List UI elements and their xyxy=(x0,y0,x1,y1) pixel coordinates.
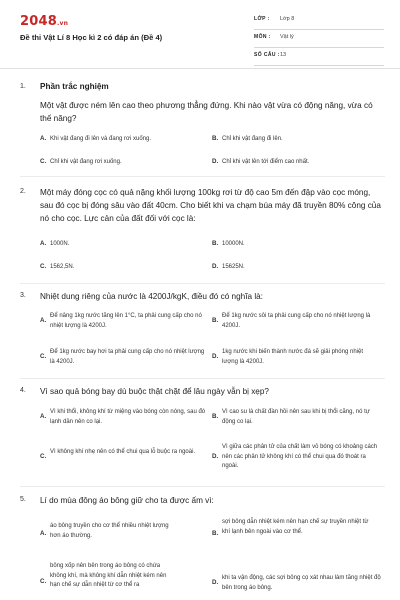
option-letter: C. xyxy=(40,263,47,270)
meta-value: 13 xyxy=(280,52,287,58)
option-text: Vì giữa các phân tử của chất làm vỏ bóng có khoảng cách nên các phân tử không khí có thể chui qua đó thoát ra ngoài. xyxy=(222,444,378,469)
logo-main: 2048 xyxy=(20,14,57,29)
option-text: 1562,5N. xyxy=(50,264,75,270)
page-title: Đề thi Vật Lí 8 Học kì 2 có đáp án (Đề 4) xyxy=(20,33,163,42)
question-number: 3. xyxy=(20,292,26,299)
page-header xyxy=(0,0,400,68)
question-divider xyxy=(20,283,385,284)
question-number: 4. xyxy=(20,387,26,394)
meta-value: Lớp 8 xyxy=(280,16,295,22)
option-text: Vì cao su là chất đàn hồi nên sau khi bị thổi căng, nó tự động co lại. xyxy=(222,409,370,425)
option-text: bông xốp nên bên trong áo bông có chứa không khí, mà không khí dẫn nhiệt kém nên hạn chế sự dẫn nhiệt từ cơ thể ra xyxy=(50,563,167,588)
option-letter: B. xyxy=(212,530,219,537)
question-number: 1. xyxy=(20,83,26,90)
option-letter: C. xyxy=(40,578,47,585)
option-letter: B. xyxy=(212,317,219,324)
meta-row-subject xyxy=(254,30,384,48)
option-letter: C. xyxy=(40,353,47,360)
section-title: Phần trắc nghiệm xyxy=(40,82,109,91)
option-letter: D. xyxy=(212,263,219,270)
question-text: Vì sao quả bóng bay dù buộc thật chặt để lâu ngày vẫn bị xẹp? xyxy=(40,387,269,396)
question-text: Nhiệt dung riêng của nước là 4200J/kgK, điều đó có nghĩa là: xyxy=(40,292,263,301)
option-text: Khi vật đang đi lên và đang rơi xuống. xyxy=(50,136,152,142)
option-text: Chỉ khi vật đang đi lên. xyxy=(222,136,283,142)
question-number: 2. xyxy=(20,188,26,195)
option-text: Để 1kg nước sôi ta phải cung cấp cho nó nhiệt lượng là 4200J. xyxy=(222,313,371,329)
option-letter: A. xyxy=(40,240,47,247)
option-text: áo bông truyền cho cơ thể nhiều nhiệt lượng hơn áo thường. xyxy=(50,523,169,539)
option-letter: D. xyxy=(212,453,219,460)
question-number: 5. xyxy=(20,496,26,503)
question-text: Một vật được ném lên cao theo phương thẳng đứng. Khi nào vật vừa có động năng, vừa có thế năng? xyxy=(40,101,373,123)
option-letter: A. xyxy=(40,530,47,537)
option-letter: A. xyxy=(40,317,47,324)
option-letter: B. xyxy=(212,240,219,247)
option-letter: A. xyxy=(40,135,47,142)
option-text: Vì khi thổi, không khí từ miệng vào bóng còn nóng, sau đó lạnh dần nên co lại. xyxy=(50,409,206,425)
option-text: sợi bông dẫn nhiệt kém nên hạn chế sự truyền nhiệt từ khí lạnh bên ngoài vào cơ thể. xyxy=(222,519,369,535)
question-text: Một máy đóng cọc có quả nặng khối lượng 100kg rơi từ độ cao 5m đến đập vào cọc móng, sau đó cọc bị đóng sâu vào đất 40cm. Cho biết khi va chạm búa máy đã truyền 80% công của nó cho cọc. Lực cản của đất đối với cọc là: xyxy=(40,188,381,223)
option-text: Để nâng 1kg nước tăng lên 1°C, ta phải cung cấp cho nó nhiệt lượng là 4200J. xyxy=(50,313,202,329)
meta-value: Vật lý xyxy=(280,34,294,40)
logo-suffix: .vn xyxy=(56,20,69,27)
option-letter: D. xyxy=(212,353,219,360)
meta-table xyxy=(254,12,384,66)
option-letter: D. xyxy=(212,579,219,586)
option-text: 1kg nước khi biến thành nước đá sẽ giải phóng nhiệt lượng là 4200J. xyxy=(222,349,363,365)
meta-label: LỚP : xyxy=(254,16,270,22)
option-text: Chỉ khi vật lên tới điểm cao nhất. xyxy=(222,159,310,165)
option-text: khi ta vận động, các sợi bông cọ xát nhau làm tăng nhiệt độ bên trong áo bông. xyxy=(222,575,381,591)
option-text: 10000N. xyxy=(222,241,245,247)
option-text: Để 1kg nước bay hơi ta phải cung cấp cho nó nhiệt lượng là 4200J. xyxy=(50,349,205,365)
option-letter: A. xyxy=(40,413,47,420)
option-text: Vì không khí nhẹ nên có thể chui qua lỗ buộc ra ngoài. xyxy=(50,449,196,455)
option-letter: B. xyxy=(212,135,219,142)
option-text: 1000N. xyxy=(50,241,70,247)
option-letter: C. xyxy=(40,158,47,165)
question-divider xyxy=(20,486,385,487)
header-divider xyxy=(0,68,400,69)
question-text: Lí do mùa đông áo bông giữ cho ta được ấm vì: xyxy=(40,496,214,505)
option-letter: D. xyxy=(212,158,219,165)
option-text: 15625N. xyxy=(222,264,245,270)
meta-row-class xyxy=(254,12,384,30)
option-letter: C. xyxy=(40,453,47,460)
option-text: Chỉ khi vật đang rơi xuống. xyxy=(50,159,122,165)
option-letter: B. xyxy=(212,413,219,420)
meta-label: SỐ CÂU : xyxy=(254,52,280,58)
site-logo[interactable] xyxy=(20,14,68,29)
meta-row-count xyxy=(254,48,384,66)
question-divider xyxy=(20,176,385,177)
question-divider xyxy=(20,378,385,379)
meta-label: MÔN : xyxy=(254,34,271,40)
